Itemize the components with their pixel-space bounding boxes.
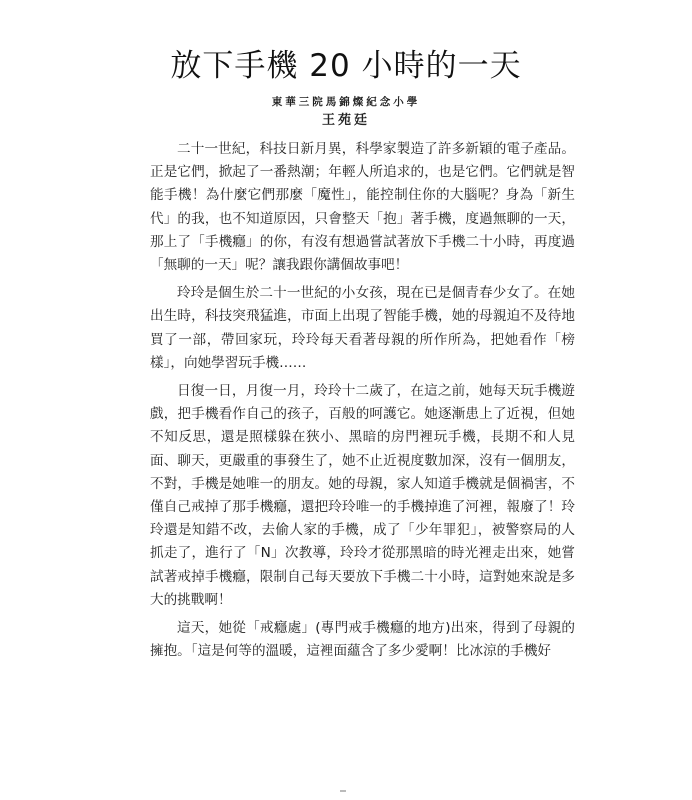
document-title: 放下手機 20 小時的一天: [170, 48, 522, 84]
school-name: 東華三院馬錦燦紀念小學: [271, 96, 421, 108]
author-name: 王苑廷: [321, 113, 370, 128]
article-body: [150, 138, 575, 668]
paragraph-2: 玲玲是個生於二十一世紀的小女孩，現在已是個青春少女了。在她出生時，科技突飛猛進，市面上出現了智能手機，她的母親迫不及待地買了一部，帶回家玩，玲玲每天看著母親的所作所為，把她看作「榜樣」，向她學習玩手機……: [150, 285, 575, 371]
paragraph-4: 這天，她從「戒癮處」(專門戒手機癮的地方)出來，得到了母親的擁抱。「這是何等的溫暖，這裡面蘊含了多少愛啊！比冰涼的手機好: [150, 620, 575, 660]
page-footer-mark: [340, 790, 346, 792]
paragraph-1: 二十一世紀，科技日新月異，科學家製造了許多新穎的電子產品。正是它們，掀起了一番熱潮；年輕人所追求的，也是它們。它們就是智能手機！為什麼它們那麼「魔性」，能控制住你的大腦呢？身為「新生代」的我，也不知道原因，只會整天「抱」著手機，度過無聊的一天，那上了「手機癮」的你，有沒有想過嘗試著放下手機二十小時，再度過「無聊的一天」呢？讓我跟你講個故事吧！: [150, 141, 575, 274]
paragraph-3: 日復一日，月復一月，玲玲十二歲了，在這之前，她每天玩手機遊戲，把手機看作自己的孩子，百般的呵護它。她逐漸患上了近視，但她不知反思，還是照樣躲在狹小、黑暗的房門裡玩手機，長期不和人見面、聊天，更嚴重的事發生了，她不止近視度數加深，沒有一個朋友，不對，手機是她唯一的朋友。她的母親，家人知道手機就是個禍害，不僅自己戒掉了那手機癮，還把玲玲唯一的手機掉進了河裡，報廢了！玲玲還是知錯不改，去偷人家的手機，成了「少年罪犯」，被警察局的人抓走了，進行了「N」次教導，玲玲才從那黑暗的時光裡走出來，她嘗試著戒掉手機癮，限制自己每天要放下手機二十小時，這對她來說是多大的挑戰啊！: [150, 383, 575, 608]
